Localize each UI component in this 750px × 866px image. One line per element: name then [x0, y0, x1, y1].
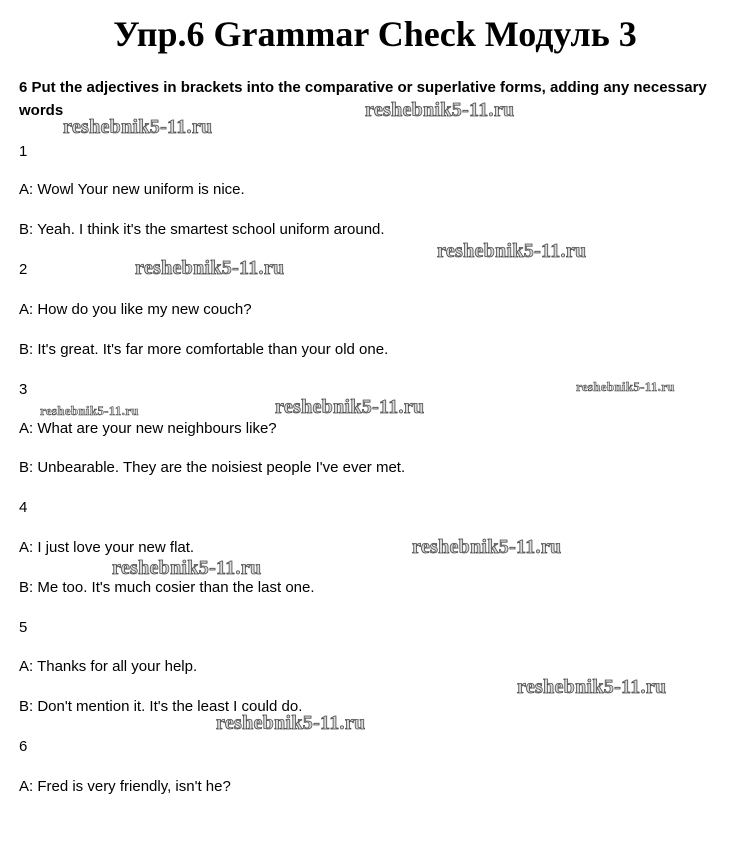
dialogue-line-a: A: What are your new neighbours like? — [19, 420, 277, 437]
watermark: reshebnik5-11.ru — [365, 99, 515, 121]
watermark: reshebnik5-11.ru — [63, 116, 213, 138]
item-number: 1 — [19, 143, 28, 160]
item-number: 4 — [19, 499, 28, 516]
exercise-instruction: 6 Put the adjectives in brackets into the comparative or superlative forms, adding any necessary words — [19, 79, 707, 119]
watermark: reshebnik5-11.ru — [412, 536, 562, 558]
watermark: reshebnik5-11.ru — [275, 396, 425, 418]
watermark: reshebnik5-11.ru — [437, 240, 587, 262]
dialogue-line-b: B: It's great. It's far more comfortable than your old one. — [19, 341, 389, 358]
dialogue-line-b: B: Yeah. I think it's the smartest school uniform around. — [19, 221, 385, 238]
dialogue-line-a: A: Fred is very friendly, isn't he? — [19, 778, 231, 795]
dialogue-line-b: B: Unbearable. They are the noisiest people I've ever met. — [19, 459, 406, 476]
item-number: 5 — [19, 619, 28, 636]
item-number: 3 — [19, 381, 28, 398]
watermark: reshebnik5-11.ru — [216, 712, 366, 734]
watermark: reshebnik5-11.ru — [135, 257, 285, 279]
watermark: reshebnik5-11.ru — [517, 676, 667, 698]
watermark: reshebnik5-11.ru — [576, 379, 675, 394]
item-number: 2 — [19, 261, 28, 278]
dialogue-line-a: A: Wowl Your new uniform is nice. — [19, 181, 245, 198]
dialogue-line-a: A: Thanks for all your help. — [19, 658, 198, 675]
item-number: 6 — [19, 738, 28, 755]
dialogue-line-b: B: Don't mention it. It's the least I could do. — [19, 698, 303, 715]
watermark: reshebnik5-11.ru — [112, 557, 262, 579]
dialogue-line-b: B: Me too. It's much cosier than the last one. — [19, 579, 315, 596]
dialogue-line-a: A: How do you like my new couch? — [19, 301, 252, 318]
page-title: Упр.6 Grammar Check Модуль 3 — [113, 14, 637, 54]
dialogue-line-a: A: I just love your new flat. — [19, 539, 195, 556]
watermark: reshebnik5-11.ru — [40, 403, 139, 418]
